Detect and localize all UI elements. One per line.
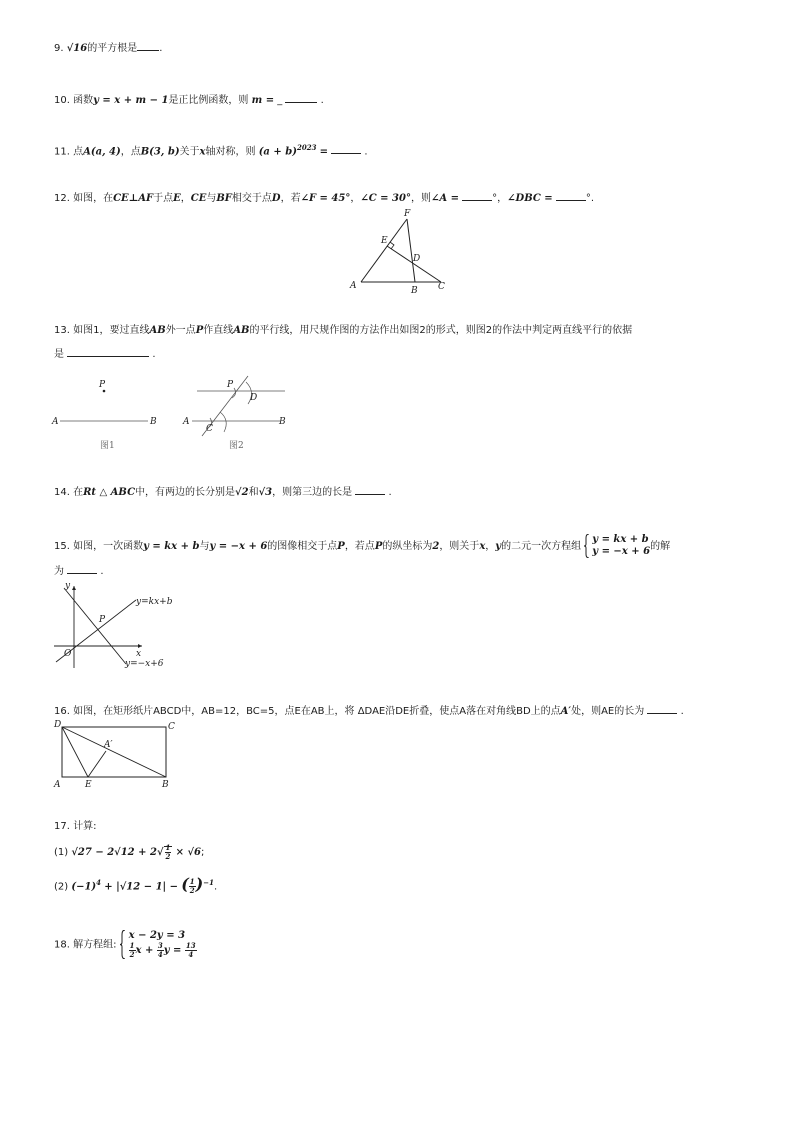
question-number: 18. [54,939,70,951]
fraction [189,878,196,895]
segment-FB [407,219,415,282]
equation-system [120,930,197,959]
math-expression: x + [135,945,154,956]
question-text: 与 [206,193,217,204]
math-superscript: 4 [96,878,102,887]
question-text: 作直线 [203,325,234,336]
punctuation: . [214,881,218,893]
question-text: 计算: [73,821,97,832]
answer-blank[interactable] [137,40,159,51]
label-D: D [54,720,62,730]
label-C: C [438,282,445,292]
question-text: 如图，在矩形纸片ABCD中，AB=12，BC=5，点E在AB上，将 ΔDAE沿DE折叠，使点A落在对角线BD上的点 [73,706,561,717]
punctuation: . [364,146,368,158]
label-D: D [250,393,258,403]
answer-blank[interactable] [67,563,97,574]
punctuation: . [680,706,684,717]
math-expression: (a + b) [258,146,297,158]
math-expression: √16 [66,43,88,54]
math-expression: BF [216,193,232,204]
math-expression: CE [190,193,207,204]
question-text: 的图像相交于点 [267,541,338,552]
question-13-line2 [54,346,156,362]
math-expression: √2 [235,487,249,498]
label-O: O [64,649,72,659]
paren-left: ( [181,874,189,894]
fraction [157,942,164,959]
math-expression: = [319,146,329,158]
math-expression: y [495,541,502,552]
label-B: B [279,417,286,427]
brace-icon [120,930,126,959]
label-B: B [411,286,418,296]
function-graph [52,578,187,670]
math-expression: y = −x + 6 [209,541,268,552]
question-text: ，若点 [344,541,375,552]
label-A: A [183,417,190,427]
figure-caption: 图1 [100,441,115,451]
question-text: ，点 [120,146,141,158]
label-P: P [99,615,106,625]
question-text: ，则关于 [439,541,480,552]
math-expression: y = x + m − 1 [93,95,169,106]
math-expression: P [337,541,345,552]
question-14 [54,484,392,500]
question-15 [54,534,670,558]
answer-blank[interactable] [355,484,385,495]
math-expression: D [271,193,281,204]
math-expression: (−1) [71,881,97,893]
math-expression: x [199,146,206,158]
paren-right: ) [195,874,204,894]
fraction-denominator: 2 [189,885,195,895]
fraction-denominator: 4 [157,950,163,959]
question-text: 的平行线，用尺规作图的方法作出如图2的形式，则图2的作法中判定两直线平行的依据 [249,325,633,336]
triangle-figure [345,204,450,296]
question-text: ，则第三边的长是 [272,487,353,498]
question-number: 10. [54,95,70,106]
fraction-denominator: 2 [129,950,135,959]
math-superscript: 2023 [296,143,317,152]
label-P: P [227,380,234,390]
rectangle-figure [52,717,182,793]
answer-blank[interactable] [331,143,361,154]
math-expression: Rt △ ABC [83,487,136,498]
equation-line [129,942,197,959]
part-label: (1) [54,847,69,858]
question-number: 13. [54,325,70,336]
fraction [129,942,136,959]
question-text: 解方程组: [73,939,117,951]
line-neg-x-plus-6 [64,588,126,664]
equation-line: x − 2y = 3 [128,930,186,941]
question-text: 轴对称，则 [205,146,256,158]
punctuation: . [320,95,324,106]
question-text: 是正比例函数，则 [168,95,249,106]
question-9 [54,40,162,56]
question-text: 的二元一次方程组 [501,541,582,552]
math-expression: m = [251,95,275,106]
punctuation: . [100,566,104,577]
label-F: F [404,209,411,219]
label-A: A [350,281,357,291]
math-expression: + |√12 − 1| − [104,881,179,893]
question-number: 15. [54,541,70,552]
arc-C [220,412,226,432]
question-11 [54,141,368,159]
question-number: 9. [54,43,64,54]
question-10 [54,92,324,108]
question-15-line2 [54,563,104,579]
figure-caption: 图2 [229,441,244,451]
math-expression: ∠C = 30° [360,193,411,204]
question-text: ，若 [280,193,301,204]
label-A1: A′ [104,740,113,750]
label-B: B [162,780,169,790]
answer-blank[interactable] [462,190,492,201]
label-B: B [150,417,157,427]
question-text: ，则 [410,193,431,204]
equation-line: y = kx + b [592,534,649,545]
math-expression: A′ [560,706,572,717]
question-number: 11. [54,146,70,158]
fraction-numerator: 3 [157,941,163,950]
question-17 [54,820,96,834]
label-E: E [381,236,388,246]
answer-blank[interactable] [285,92,317,103]
question-text: 处，则AE的长为 [571,706,645,717]
question-text: 在 [73,487,84,498]
question-number: 12. [54,193,70,204]
fraction-numerator: 13 [185,941,196,950]
question-text: 关于 [179,146,200,158]
question-text: 函数 [73,95,94,106]
y-axis-arrow [72,586,76,590]
fraction [185,942,197,959]
math-expression: √3 [258,487,273,498]
brace-icon [584,534,590,558]
math-expression: A(a, 4) [83,146,121,158]
question-text: ， [350,193,361,204]
punctuation: . [159,43,163,54]
sqrt-body [164,842,173,861]
question-number: 16. [54,706,70,717]
math-expression: E [173,193,181,204]
label-C: C [168,722,175,732]
question-text: 如图，在 [73,193,114,204]
math-expression: CE⊥AF [113,193,154,204]
math-expression: P [195,325,204,336]
label-C: C [206,424,213,434]
math-expression: AB [233,325,250,336]
question-17-part1 [54,842,204,864]
question-text: 相交于点 [231,193,272,204]
math-expression: ∠DBC = [507,193,553,204]
label-y: y [65,581,71,591]
math-expression: √27 − 2√12 + 2 [71,847,157,858]
question-text: ， [180,193,191,204]
question-text: 如图，一次函数 [73,541,144,552]
fraction-numerator: 1 [165,842,171,852]
math-expression: 2 [432,541,440,552]
label-x: x [136,649,142,659]
label-line2: y=−x+6 [125,659,164,669]
figure-2 [180,374,290,452]
math-expression: y = kx + b [143,541,200,552]
answer-blank[interactable] [67,346,149,357]
math-expression: P [374,541,383,552]
diagonal-DB [62,727,166,777]
punctuation: . [152,349,156,360]
math-superscript: −1 [203,878,214,887]
answer-blank[interactable] [556,190,586,201]
question-number: 17. [54,821,70,832]
sqrt-radical: √ [156,847,164,858]
fraction-denominator: 2 [165,851,171,861]
question-text: 中，有两边的长分别是 [135,487,236,498]
punctuation: . [388,487,392,498]
question-text: 于点 [153,193,174,204]
segment-DE [62,727,88,777]
label-E: E [85,780,92,790]
label-line1: y=kx+b [136,597,173,607]
segment-EA1 [88,751,106,777]
label-D: D [413,254,421,264]
question-text: 的纵坐标为 [382,541,433,552]
math-expression: AB [149,325,166,336]
question-text: 的平方根是 [87,43,138,54]
math-expression: y = [163,945,182,956]
question-text: 外一点 [165,325,196,336]
punctuation: °. [585,193,595,204]
question-18 [54,930,197,959]
math-expression: ∠F = 45° [300,193,351,204]
math-expression: x [479,541,486,552]
label-A: A [52,417,59,427]
question-text: 的解 [650,541,671,552]
answer-blank[interactable] [647,703,677,714]
part-label: (2) [54,881,69,893]
question-text: 是 [54,349,64,360]
label-A: A [54,780,61,790]
question-text: 和 [248,487,259,498]
fraction [165,844,172,861]
fraction-denominator: 4 [188,950,194,959]
question-text: ， [485,541,496,552]
equation-line: y = −x + 6 [592,546,651,557]
question-12 [54,190,594,206]
question-text: 如图1，要过直线 [73,325,150,336]
fraction-numerator: 1 [129,941,135,950]
question-text: 为 [54,566,64,577]
figure-1 [52,376,162,452]
question-13 [54,324,632,338]
question-text: 点 [73,146,84,158]
point-P [103,390,106,393]
math-expression: ∠A = [430,193,459,204]
fraction-numerator: 1 [189,876,195,886]
question-number: 14. [54,487,70,498]
question-17-part2 [54,872,217,898]
x-axis-arrow [138,644,142,648]
label-P: P [99,380,106,390]
math-expression: B(3, b) [140,146,180,158]
question-text: 与 [199,541,210,552]
punctuation: ; [200,847,205,858]
equation-system [584,534,650,558]
segment-AF [361,219,407,282]
question-text: _ [277,95,283,106]
math-expression: × √6 [175,847,201,858]
question-text: °， [492,193,508,204]
